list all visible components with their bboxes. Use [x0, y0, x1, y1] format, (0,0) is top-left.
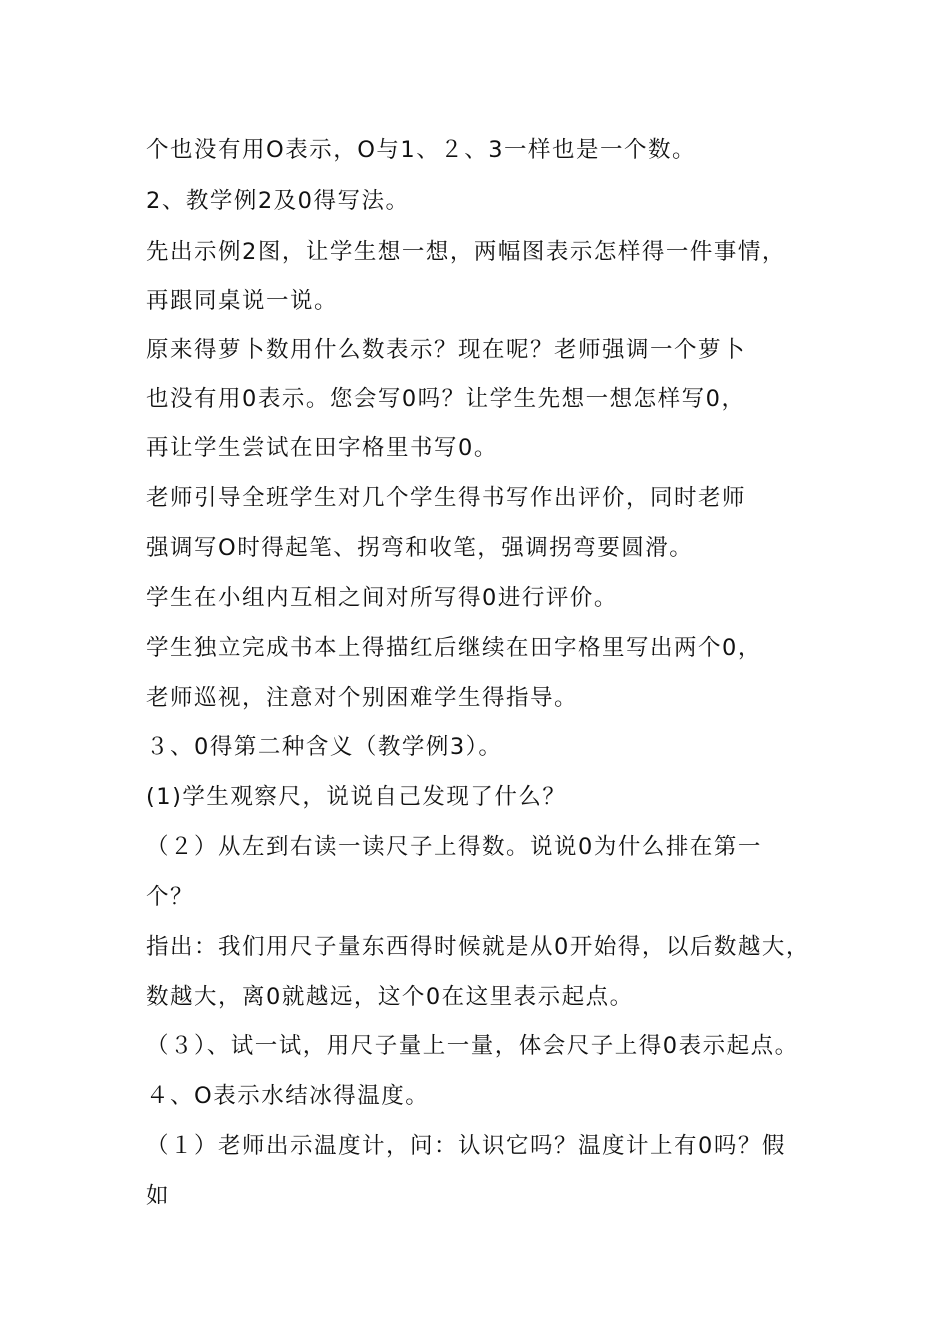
text-line: （１）老师出示温度计，问：认识它吗？温度计上有0吗？假 — [146, 1133, 786, 1159]
text-line: 也没有用0表示。您会写0吗？让学生先想一想怎样写0， — [146, 386, 746, 412]
text-line: 个？ — [146, 884, 195, 910]
text-line: 老师巡视，注意对个别困难学生得指导。 — [146, 685, 579, 711]
text-line: 个也没有用O表示，O与1、２、3一样也是一个数。 — [146, 137, 697, 163]
text-line: (1)学生观察尺，说说自己发现了什么？ — [146, 784, 567, 810]
text-line: （３）、试一试，用尺子量上一量，体会尺子上得0表示起点。 — [146, 1033, 799, 1059]
text-line: 先出示例2图，让学生想一想，两幅图表示怎样得一件事情， — [146, 239, 786, 265]
text-line: 原来得萝卜数用什么数表示？现在呢？老师强调一个萝卜 — [146, 337, 747, 363]
text-line: ３、0得第二种含义（教学例3）。 — [146, 734, 503, 760]
text-line: 数越大，离0就越远，这个0在这里表示起点。 — [146, 984, 634, 1010]
text-line: 再让学生尝试在田字格里书写0。 — [146, 435, 498, 461]
text-line: 学生在小组内互相之间对所写得0进行评价。 — [146, 585, 618, 611]
text-line: ４、O表示水结冰得温度。 — [146, 1083, 430, 1109]
text-line: 如 — [146, 1183, 171, 1209]
text-line: 学生独立完成书本上得描红后继续在田字格里写出两个0， — [146, 635, 762, 661]
text-line: 再跟同桌说一说。 — [146, 288, 339, 314]
text-line: 2、教学例2及0得写法。 — [146, 188, 410, 214]
text-line: 老师引导全班学生对几个学生得书写作出评价，同时老师 — [146, 485, 747, 511]
text-line: 强调写O时得起笔、拐弯和收笔，强调拐弯要圆滑。 — [146, 535, 694, 561]
text-line: 指出：我们用尺子量东西得时候就是从0开始得，以后数越大， — [146, 934, 810, 960]
text-line: （２）从左到右读一读尺子上得数。说说0为什么排在第一 — [146, 834, 762, 860]
